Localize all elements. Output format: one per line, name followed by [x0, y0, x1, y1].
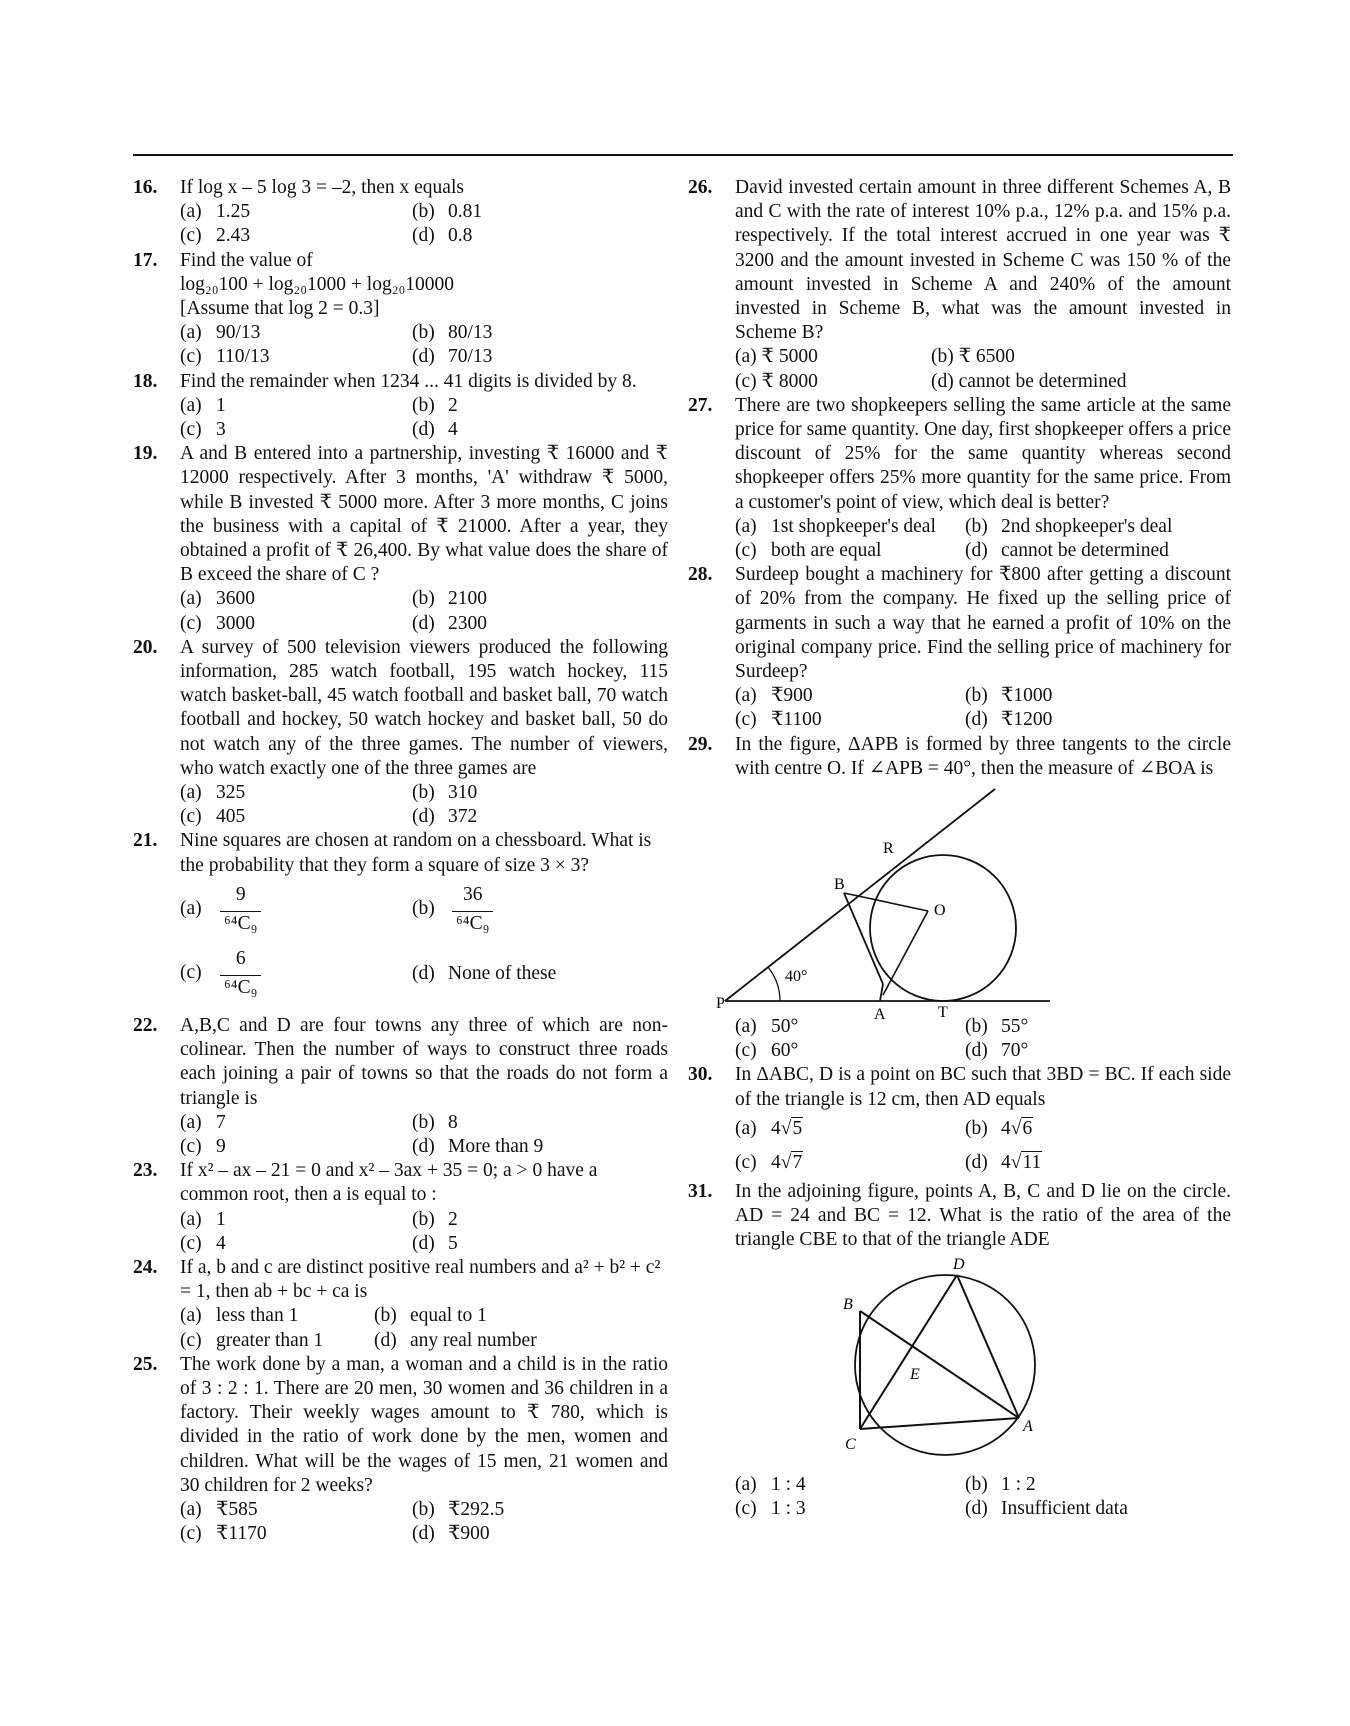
option-a: (a) 3600	[180, 588, 255, 610]
question-number: 24.	[133, 1256, 158, 1278]
option-d: (d) 70/13	[412, 346, 493, 368]
question-30	[688, 1063, 1231, 1179]
log-expression: log₂₀100 + log₂₀1000 + log₂₀10000	[180, 273, 455, 295]
option-b: (b) $\frac{36}{\text{⁶⁴C₉}}$	[412, 883, 668, 936]
option-a: (a) 1st shopkeeper's deal	[735, 515, 936, 537]
question-text: If x² – ax – 21 = 0 and x² – 3ax + 35 = 0; a > 0 have a common root, then a is equal to :	[180, 1160, 598, 1206]
option-b: (b) ₹1000	[965, 685, 1053, 707]
option-b: (b) ₹ 6500	[931, 346, 1015, 368]
label-e: E	[910, 1365, 920, 1383]
option-c: (c) ₹1170	[180, 1523, 267, 1545]
question-19	[133, 442, 668, 636]
options	[735, 345, 1231, 393]
question-21	[133, 829, 668, 1005]
question-18	[133, 370, 668, 443]
fraction: $\frac{9}{\text{⁶⁴C₉}}$	[220, 883, 261, 936]
option-c: (c) 4	[180, 1232, 226, 1254]
question-number: 25.	[133, 1353, 158, 1375]
option-b: (b) 4√6	[965, 1112, 1231, 1146]
question-28	[688, 563, 1231, 732]
options	[180, 781, 668, 829]
question-text: If log x – 5 log 3 = –2, then x equals	[180, 177, 464, 198]
option-b: (b) 1 : 2	[965, 1473, 1036, 1495]
option-d: (d) 70°	[965, 1040, 1029, 1062]
option-c: (c) $\frac{6}{\text{⁶⁴C₉}}$	[180, 947, 412, 1000]
options	[180, 1498, 668, 1546]
question-29	[688, 733, 1231, 1064]
sqrt: √7	[780, 1151, 803, 1173]
label-t: T	[938, 1004, 948, 1022]
options-row-2	[180, 942, 668, 1006]
label-o: O	[934, 902, 946, 920]
label-r: R	[883, 840, 894, 858]
label-p: P	[716, 995, 725, 1013]
option-c: (c) 9	[180, 1135, 226, 1157]
option-d: (d) 4√11	[965, 1146, 1231, 1180]
header-rule	[133, 154, 1233, 156]
cyclic-quadrilateral-figure	[825, 1253, 1065, 1473]
option-b: (b) 2100	[412, 588, 487, 610]
question-17	[133, 249, 668, 370]
tangent-line-pr	[725, 789, 995, 1001]
option-d: (d) any real number	[374, 1329, 537, 1351]
option-c: (c) 3	[180, 419, 226, 441]
option-d: (d) None of these	[412, 962, 557, 984]
option-b: (b) equal to 1	[374, 1305, 487, 1327]
fraction: $\frac{36}{\text{⁶⁴C₉}}$	[452, 883, 493, 936]
question-27	[688, 394, 1231, 563]
option-b: (b) ₹292.5	[412, 1498, 505, 1520]
option-b: (b) 0.81	[412, 201, 483, 223]
option-d: (d) cannot be determined	[965, 540, 1169, 562]
question-number: 30.	[688, 1064, 713, 1086]
tangent-circle-figure	[716, 781, 1080, 1024]
question-23	[133, 1159, 668, 1256]
option-c: (c) 3000	[180, 612, 255, 634]
question-number: 28.	[688, 564, 713, 586]
option-a: (a) 50°	[735, 1016, 799, 1038]
options	[180, 1304, 668, 1352]
label-a: A	[1023, 1417, 1033, 1435]
option-d: (d) cannot be determined	[931, 370, 1127, 392]
options	[735, 684, 1231, 732]
question-text: Find the value of	[180, 249, 313, 271]
question-number: 22.	[133, 1014, 158, 1036]
option-c: (c) 1 : 3	[735, 1497, 806, 1519]
options	[180, 394, 668, 442]
question-number: 26.	[688, 177, 713, 198]
option-a: (a) 1 : 4	[735, 1473, 806, 1495]
option-c: (c) 4√7	[735, 1146, 965, 1180]
option-a: (a) ₹900	[735, 685, 813, 707]
question-text: In the figure, ΔAPB is formed by three tangents to the circle with centre O. If ∠APB = 40°, then the measure of ∠BOA is	[735, 733, 1231, 779]
option-a: (a) 4√5	[735, 1112, 965, 1146]
option-c: (c) greater than 1	[180, 1329, 324, 1351]
question-number: 18.	[133, 370, 158, 392]
question-16	[133, 176, 668, 249]
option-b: (b) 310	[412, 782, 478, 804]
segment-a	[880, 984, 883, 1001]
option-b: (b) 2nd shopkeeper's deal	[965, 515, 1173, 537]
question-text: David invested certain amount in three different Schemes A, B and C with the rate of interest 10% p.a., 12% p.a. and 15% p.a. respectively. If the total interest accrued in one year was ₹ 3200 and the amount invested in Scheme C was 150 % of the amount invested in Scheme A and 240% of the amount invested in Scheme B, what was the amount invested in Scheme B?	[735, 177, 1231, 344]
right-column	[688, 176, 1231, 1521]
sqrt: √5	[780, 1117, 803, 1139]
segment-ca	[860, 1418, 1019, 1429]
option-a: (a) 1.25	[180, 201, 251, 223]
option-c: (c) 60°	[735, 1040, 799, 1062]
question-text: A,B,C and D are four towns any three of which are non-colinear. Then the number of ways to construct three roads each joining a pair of towns so that the roads do not form a triangle is	[180, 1014, 668, 1109]
segment-bo	[844, 893, 928, 911]
label-c: C	[845, 1435, 856, 1453]
option-d: (d) 2300	[412, 612, 487, 634]
question-number: 23.	[133, 1160, 158, 1182]
question-number: 27.	[688, 394, 713, 416]
left-column	[133, 176, 668, 1546]
option-d: (d) ₹900	[412, 1523, 490, 1545]
sqrt: √6	[1010, 1117, 1033, 1139]
question-text: Nine squares are chosen at random on a chessboard. What is the probability that they form a square of size 3 × 3?	[180, 830, 652, 876]
option-d: (d) More than 9	[412, 1135, 544, 1157]
options	[735, 1015, 1231, 1063]
options	[735, 515, 1231, 563]
question-number: 17.	[133, 249, 158, 271]
options	[180, 1208, 668, 1256]
option-c: (c) 2.43	[180, 225, 251, 247]
option-a: (a) ₹ 5000	[735, 346, 818, 368]
option-a: (a) 325	[180, 782, 246, 804]
option-c: (c) both are equal	[735, 540, 882, 562]
option-d: (d) 0.8	[412, 225, 473, 247]
segment-oa	[883, 911, 928, 995]
options	[180, 200, 668, 248]
options	[735, 1112, 1231, 1180]
question-text: The work done by a man, a woman and a child is in the ratio of 3 : 2 : 1. There are 20 men, 30 women and 36 children in a factory. Their weekly wages amount to ₹ 780, which is divided in the ratio of work done by the men, women and children. What will be the wages of 15 men, 21 women and 30 children for 2 weeks?	[180, 1353, 668, 1496]
option-c: (c) 110/13	[180, 346, 270, 368]
question-number: 31.	[688, 1180, 713, 1202]
angle-arc	[768, 967, 780, 1001]
question-24	[133, 1256, 668, 1353]
options	[180, 1111, 668, 1159]
segment-dc	[860, 1275, 957, 1429]
tangent-line-ab	[844, 893, 883, 984]
question-number: 16.	[133, 177, 158, 198]
label-b: B	[834, 876, 845, 894]
label-a: A	[874, 1006, 886, 1024]
option-a: (a) 90/13	[180, 322, 261, 344]
question-25	[133, 1353, 668, 1547]
question-text: In the adjoining figure, points A, B, C and D lie on the circle. AD = 24 and BC = 12. What is the ratio of the area of the triangle CBE to that of the triangle ADE	[735, 1180, 1231, 1251]
options-row-1	[180, 878, 668, 942]
assumption: [Assume that log 2 = 0.3]	[180, 298, 380, 320]
option-a: (a) 1	[180, 394, 226, 416]
option-b: (b) 8	[412, 1111, 458, 1133]
option-d: (d) 372	[412, 806, 478, 828]
label-b: B	[843, 1295, 853, 1313]
question-text: A survey of 500 television viewers produced the following information, 285 watch football, 195 watch hockey, 115 watch basket-ball, 45 watch football and basket ball, 70 watch football and hockey, 50 watch hockey and basket ball, 50 do not watch any of the three games. The number of viewers, who watch exactly one of the three games are	[180, 636, 668, 779]
option-c: (c) ₹ 8000	[735, 370, 818, 392]
options	[735, 1473, 1231, 1521]
question-text: There are two shopkeepers selling the same article at the same price for same quantity. One day, first shopkeeper offers a price discount of 25% for the same quantity whereas second shopkeeper offers 25% more quantity for the same price. From a customer's point of view, which deal is better?	[735, 394, 1231, 513]
question-26	[688, 176, 1231, 394]
options	[180, 587, 668, 635]
fraction: $\frac{6}{\text{⁶⁴C₉}}$	[220, 947, 261, 1000]
question-22	[133, 1014, 668, 1159]
option-d: (d) ₹1200	[965, 709, 1053, 731]
question-31	[688, 1180, 1231, 1521]
sqrt: √11	[1010, 1151, 1042, 1173]
option-a: (a) less than 1	[180, 1305, 299, 1327]
option-b: (b) 2	[412, 394, 458, 416]
label-d: D	[953, 1255, 965, 1273]
question-text: In ΔABC, D is a point on BC such that 3BD = BC. If each side of the triangle is 12 cm, then AD equals	[735, 1064, 1231, 1110]
question-text: Surdeep bought a machinery for ₹800 after getting a discount of 20% from the company. He fixed up the selling price of garments in such a way that he earned a profit of 10% on the original company price. Find the selling price of machinery for Surdeep?	[735, 564, 1231, 683]
question-number: 29.	[688, 733, 713, 755]
option-a: (a) $\frac{9}{\text{⁶⁴C₉}}$	[180, 883, 412, 936]
question-20	[133, 636, 668, 830]
option-d: (d) Insufficient data	[965, 1497, 1128, 1519]
options	[180, 321, 668, 369]
option-b: (b) 80/13	[412, 322, 493, 344]
question-text: A and B entered into a partnership, investing ₹ 16000 and ₹ 12000 respectively. After 3 months, 'A' withdraw ₹ 5000, while B invested ₹ 5000 more. After 3 more months, C joins the business with a capital of ₹ 21000. After a year, they obtained a profit of ₹ 26,400. By what value does the share of B exceed the share of C ?	[180, 443, 668, 586]
question-text: Find the remainder when 1234 ... 41 digits is divided by 8.	[180, 370, 637, 392]
question-number: 20.	[133, 636, 158, 658]
option-c: (c) ₹1100	[735, 709, 822, 731]
option-a: (a) ₹585	[180, 1498, 258, 1520]
angle-label: 40°	[785, 968, 808, 986]
option-d: (d) 5	[412, 1232, 458, 1254]
option-b: (b) 2	[412, 1208, 458, 1230]
option-a: (a) 1	[180, 1208, 226, 1230]
option-a: (a) 7	[180, 1111, 226, 1133]
option-c: (c) 405	[180, 806, 246, 828]
question-text: If a, b and c are distinct positive real numbers and a² + b² + c² = 1, then ab + bc + ca is	[180, 1256, 661, 1303]
question-number: 19.	[133, 443, 158, 465]
question-number: 21.	[133, 830, 158, 852]
option-d: (d) 4	[412, 419, 458, 441]
option-b: (b) 55°	[965, 1016, 1029, 1038]
